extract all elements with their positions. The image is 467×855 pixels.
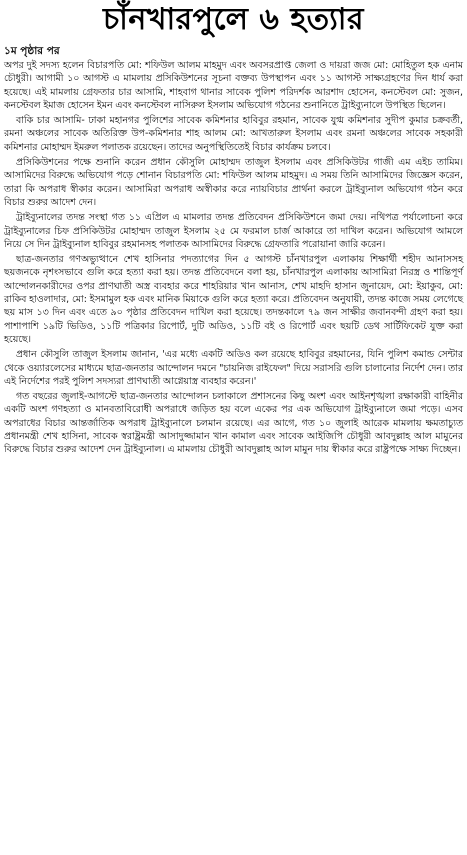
article-headline: চাঁনখারপুলে ৬ হত্যার — [102, 2, 365, 37]
article-paragraph-7: গত বছরের জুলাই-আগস্টে ছাত্র-জনতার আন্দোলন চলাকালে প্রশাসনের কিছু অংশ এবং আইনশৃঙ্খলা রক্ষাকারী বাহিনীর একটি অংশ গণহত্যা ও মানবতাবিরোধী অপরাধে জড়িত হয় বলে একের পর এক অভিযোগ ট্রাইব্যুনালে জমা পড়ে। এসব অপরাধের বিচার আন্তর্জাতিক অপরাধ ট্রাইব্যুনালে চলমান রয়েছে। এর আগে, গত ১০ জুলাই আরেক মামলায় ক্ষমতাচ্যুত প্রধানমন্ত্রী শেখ হাসিনা, সাবেক স্বরাষ্ট্রমন্ত্রী আসাদুজ্জামান খান কামাল এবং সাবেক আইজিপি চৌধুরী আবদুল্লাহ আল মামুনের বিরুদ্ধে বিচার শুরুর আদেশ দেন ট্রাইব্যুনাল। এ মামলায় চৌধুরী আবদুল্লাহ আল মামুন দায় স্বীকার করে রাষ্ট্রপক্ষে সাক্ষ্য দিচ্ছেন। — [4, 391, 463, 456]
article-paragraph-4: ট্রাইব্যুনালের তদন্ত সংস্থা গত ১১ এপ্রিল এ মামলার তদন্ত প্রতিবেদন প্রসিকিউশনে জমা দেয়। নথিপত্র পর্যালোচনা করে ট্রাইব্যুনালের চিফ প্রসিকিউটর মোহাম্মদ তাজুল ইসলাম ২৫ মে ফরমাল চার্জ আকারে তা দাখিল করেন। অভিযোগ আমলে নিয়ে সে দিন ট্রাইব্যুনাল হাবিবুর রহমানসহ পলাতক আসামিদের বিরুদ্ধে গ্রেফতারি পরোয়ানা জারি করেন। — [4, 212, 463, 250]
article-paragraph-6: প্রধান কৌসুলি তাজুল ইসলাম জানান, 'এর মধ্যে একটি অডিও কল রয়েছে হাবিবুর রহমানের, যিনি পুলিশ কমান্ড সেন্টার থেকে ওয়্যারলেসের মাধ্যমে ছাত্র-জনতার আন্দোলন দমনে "চায়নিজ রাইফেল" দিয়ে সরাসরি গুলি চালানোর নির্দেশ দেন। তার এই নির্দেশের পরই পুলিশ সদস্যরা প্রাণঘাতী আগ্নেয়াস্ত্র ব্যবহার করেন।' — [4, 349, 463, 387]
continued-from-label: ১ম পৃষ্ঠার পর — [4, 45, 60, 57]
article-paragraph-2: বাকি চার আসামি- ঢাকা মহানগর পুলিশের সাবেক কমিশনার হাবিবুর রহমান, সাবেক যুগ্ম কমিশনার সুদীপ কুমার চক্রবর্তী, রমনা অঞ্চলের সাবেক অতিরিক্ত উপ-কমিশনার শাহ আলম মো: আখতারুল ইসলাম এবং রমনা অঞ্চলের সাবেক সহকারী কমিশনার মোহাম্মদ ইমরুল পলাতক রয়েছেন। তাদের অনুপস্থিতিতেই বিচার কার্যক্রম চলবে। — [4, 115, 463, 153]
article-paragraph-1: অপর দুই সদস্য হলেন বিচারপতি মো: শফিউল আলম মাহমুদ এবং অবসরপ্রাপ্ত জেলা ও দায়রা জজ মো: মোহিতুল হক এনাম চৌধুরী। আগামী ১০ আগস্ট এ মামলায় প্রসিকিউশনের সূচনা বক্তব্য উপস্থাপন এবং ১১ আগস্ট সাক্ষ্যগ্রহণের দিন ধার্য করা হয়েছে। এই মামলায় গ্রেফতার চার আসামি, শাহবাগ থানার সাবেক পুলিশ পরিদর্শক আরশাদ হোসেন, কনস্টেবল মো: সুজন, কনস্টেবল ইমাজ হোসেন ইমন এবং কনস্টেবল নাসিরুল ইসলাম অভিযোগ গঠনের শুনানিতে ট্রাইব্যুনালে উপস্থিত ছিলেন। — [4, 60, 463, 111]
article-paragraph-5: ছাত্র-জনতার গণঅভ্যুত্থানে শেখ হাসিনার পদত্যাগের দিন ৫ আগস্ট চাঁনখারপুল এলাকায় শিক্ষার্থী শহীদ আনাসসহ ছয়জনকে নৃশংসভাবে গুলি করে হত্যা করা হয়। তদন্ত প্রতিবেদনে বলা হয়, চাঁনখারপুল এলাকায় আসামিরা নিরস্ত্র ও শান্তিপূর্ণ আন্দোলনকারীদের ওপর প্রাণঘাতী অস্ত্র ব্যবহার করে শাহরিয়ার খান আনাস, শেখ মাহদি হাসান জুনায়েদ, মো: ইয়াকুব, মো: রাকিব হাওলাদার, মো: ইসমামুল হক এবং মানিক মিয়াকে গুলি করে হত্যা করে। প্রতিবেদন অনুযায়ী, তদন্ত কাজে সময় লেগেছে ছয় মাস ১৩ দিন এবং এতে ৯০ পৃষ্ঠার প্রতিবেদন দাখিল করা হয়েছে। তদন্তকালে ৭৯ জন সাক্ষীর জবানবন্দী গ্রহণ করা হয়। পাশাপাশি ১৯টি ভিডিও, ১১টি পত্রিকার রিপোর্ট, দুটি অডিও, ১১টি বই ও রিপোর্ট এবং ছয়টি ডেথ সার্টিফিকেট যুক্ত করা হয়েছে। — [4, 254, 463, 345]
article-body — [4, 59, 463, 457]
article-paragraph-3: প্রসিকিউশনের পক্ষে শুনানি করেন প্রধান কৌসুলি মোহাম্মদ তাজুল ইসলাম এবং প্রসিকিউটর গাজী এম এইচ তামিম। আসামিদের বিরুদ্ধে অভিযোগ পড়ে শোনান বিচারপতি মো: শফিউল আলম মাহমুদ। এ সময় তিনি আসামিদের জিজ্ঞেস করেন, তারা কি অপরাধ স্বীকার করেন। আসামিরা অপরাধ অস্বীকার করে ন্যায়বিচার প্রার্থনা করলে ট্রাইব্যুনাল অভিযোগ গঠন করে বিচার শুরুর আদেশ দেন। — [4, 157, 463, 208]
